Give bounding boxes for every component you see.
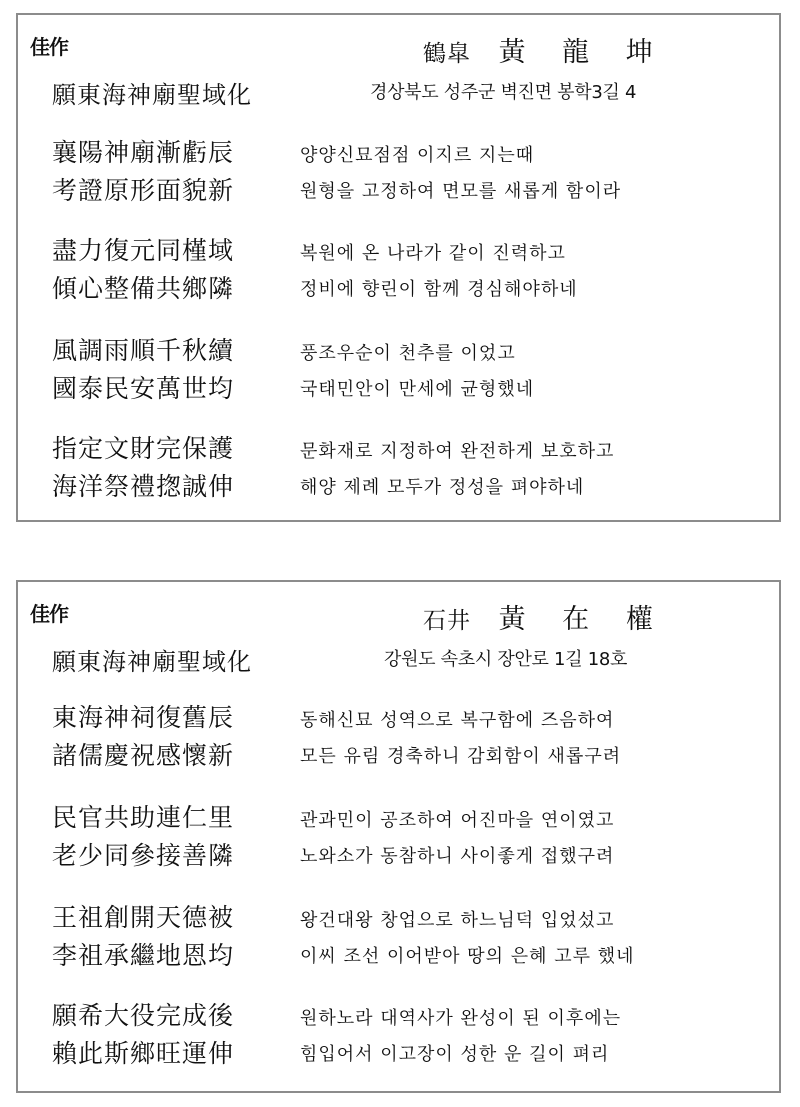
korean-line: 동해신묘 성역으로 복구함에 즈음하여 bbox=[300, 710, 615, 731]
poem-title: 願東海神廟聖域化 bbox=[52, 81, 252, 109]
author-address: 강원도 속초시 장안로 1길 18호 bbox=[384, 649, 628, 670]
korean-line: 이씨 조선 이어받아 땅의 은혜 고루 했네 bbox=[300, 946, 635, 967]
hanja-line: 襄陽神廟漸虧辰 bbox=[52, 138, 235, 167]
hanja-line: 王祖創開天德被 bbox=[52, 903, 235, 932]
pen-name: 石井 bbox=[423, 608, 471, 634]
korean-line: 문화재로 지정하여 완전하게 보호하고 bbox=[300, 441, 615, 462]
poem-card-1 bbox=[16, 13, 781, 522]
hanja-line: 民官共助連仁里 bbox=[52, 803, 235, 832]
pen-name: 鶴皐 bbox=[423, 41, 471, 67]
korean-line: 원형을 고정하여 면모를 새롭게 함이라 bbox=[300, 181, 622, 202]
korean-line: 모든 유림 경축하니 감회함이 새롭구려 bbox=[300, 746, 622, 767]
hanja-line: 海洋祭禮揔誠伸 bbox=[52, 472, 235, 501]
korean-line: 정비에 향린이 함께 경심해야하네 bbox=[300, 279, 578, 300]
hanja-line: 賴此斯鄉旺運伸 bbox=[52, 1039, 235, 1068]
hanja-line: 諸儒慶祝感懷新 bbox=[52, 741, 235, 770]
author-line bbox=[423, 30, 667, 69]
author-line bbox=[423, 597, 667, 636]
hanja-line: 傾心整備共鄉隣 bbox=[52, 274, 235, 303]
hanja-line: 指定文財完保護 bbox=[52, 434, 235, 463]
korean-line: 복원에 온 나라가 같이 진력하고 bbox=[300, 243, 566, 264]
hanja-line: 願希大役完成後 bbox=[52, 1001, 235, 1030]
hanja-line: 東海神祠復舊辰 bbox=[52, 703, 235, 732]
korean-line: 양양신묘점점 이지르 지는때 bbox=[300, 145, 535, 166]
hanja-line: 盡力復元同槿域 bbox=[52, 236, 235, 265]
korean-line: 국태민안이 만세에 균형했네 bbox=[300, 379, 535, 400]
korean-line: 관과민이 공조하여 어진마을 연이였고 bbox=[300, 810, 615, 831]
korean-line: 풍조우순이 천추를 이었고 bbox=[300, 343, 516, 364]
couplet bbox=[18, 429, 778, 509]
award-label: 佳作 bbox=[30, 602, 68, 626]
hanja-line: 考證原形面貌新 bbox=[52, 176, 235, 205]
hanja-line: 李祖承繼地恩均 bbox=[52, 941, 235, 970]
couplet bbox=[18, 996, 778, 1076]
korean-line: 힘입어서 이고장이 성한 운 길이 펴리 bbox=[300, 1044, 610, 1065]
korean-line: 왕건대왕 창업으로 하느님덕 입었섰고 bbox=[300, 910, 615, 931]
couplet bbox=[18, 798, 778, 878]
korean-line: 노와소가 동참하니 사이좋게 접했구려 bbox=[300, 846, 615, 867]
poem-card-2 bbox=[16, 580, 781, 1093]
hanja-line: 風調雨順千秋續 bbox=[52, 336, 235, 365]
couplet bbox=[18, 133, 778, 213]
hanja-line: 國泰民安萬世均 bbox=[52, 374, 235, 403]
korean-line: 해양 제례 모두가 정성을 펴야하네 bbox=[300, 477, 585, 498]
award-label: 佳作 bbox=[30, 35, 68, 59]
couplet bbox=[18, 898, 778, 978]
couplet bbox=[18, 331, 778, 411]
couplet bbox=[18, 698, 778, 778]
couplet bbox=[18, 231, 778, 311]
author-name: 黃 在 權 bbox=[498, 604, 667, 635]
hanja-line: 老少同參接善隣 bbox=[52, 841, 235, 870]
korean-line: 원하노라 대역사가 완성이 된 이후에는 bbox=[300, 1008, 622, 1029]
author-address: 경상북도 성주군 벽진면 봉학3길 4 bbox=[370, 82, 637, 103]
author-name: 黃 龍 坤 bbox=[498, 37, 667, 68]
poem-title: 願東海神廟聖域化 bbox=[52, 648, 252, 676]
